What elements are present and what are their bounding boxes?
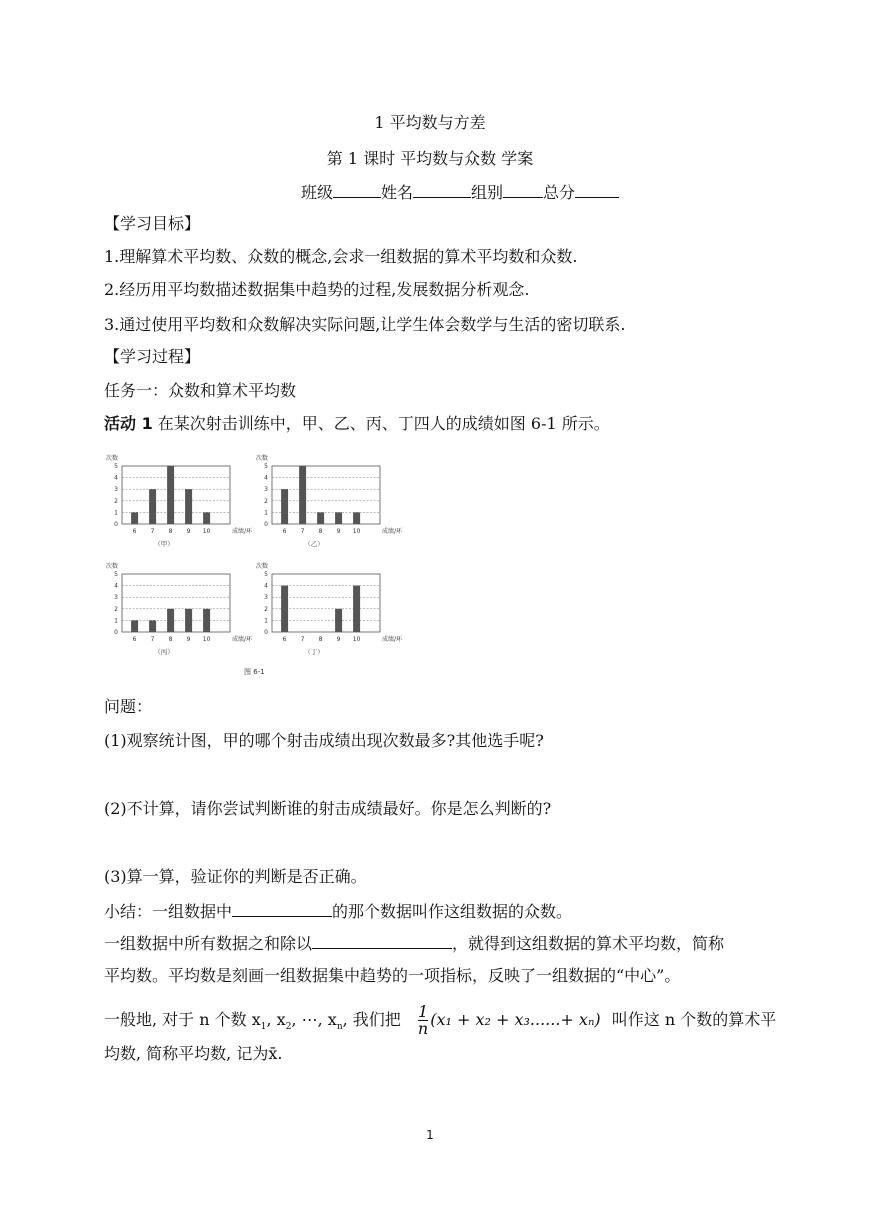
formula-fraction [418, 1004, 428, 1037]
x-axis-label: 成绩/环 [382, 528, 403, 535]
bar [299, 466, 306, 524]
y-tick-label: 0 [114, 629, 118, 636]
class-blank[interactable] [333, 181, 381, 198]
plot-frame [272, 574, 380, 632]
x-tick-label: 6 [132, 636, 137, 643]
x-tick-label: 7 [150, 528, 155, 535]
x-tick-label: 6 [132, 528, 137, 535]
y-tick-label: 3 [114, 594, 118, 602]
plot-frame [122, 574, 230, 632]
bar [185, 609, 192, 632]
activity-label: 活动 1 [104, 414, 153, 433]
summary-text: ，就得到这组数据的算术平均数，简称 [452, 934, 725, 953]
formula-denominator: n [417, 1019, 429, 1038]
x-tick-label: 7 [300, 636, 305, 643]
x-tick-label: 10 [202, 636, 211, 643]
x-tick-label: 7 [300, 528, 305, 535]
bar [167, 466, 174, 524]
summary-text: , 我们把 [342, 1010, 401, 1029]
y-tick-label: 4 [264, 582, 268, 590]
x-tick-label: 8 [318, 528, 323, 535]
chart-1 [106, 454, 253, 548]
y-tick-label: 1 [114, 617, 118, 625]
summary-mode-definition [104, 900, 572, 923]
bar [131, 620, 138, 632]
y-tick-label: 4 [264, 474, 268, 482]
y-axis-label: 次数 [106, 563, 119, 570]
plot-frame [272, 466, 380, 524]
x-tick-label: 10 [202, 528, 211, 535]
summary-mean-role: 平均数。平均数是刻画一组数据集中趋势的一项指标，反映了一组数据的“中心”。 [104, 966, 681, 985]
score-blank[interactable] [575, 181, 619, 198]
bar [281, 586, 288, 632]
x-tick-label: 9 [186, 528, 191, 535]
page-number: 1 [426, 1128, 434, 1142]
bar [149, 489, 156, 524]
plot-frame [122, 466, 230, 524]
bar [353, 512, 360, 524]
question-1: (1)观察统计图，甲的哪个射击成绩出现次数最多?其他选手呢? [104, 731, 544, 750]
mean-blank[interactable] [312, 932, 452, 949]
student-info-line [30, 180, 890, 203]
x-tick-label: 8 [318, 636, 323, 643]
name-blank[interactable] [413, 181, 471, 198]
questions-heading: 问题： [104, 697, 153, 716]
x-tick-label: 7 [150, 636, 155, 643]
formula-numerator: 1 [417, 1002, 429, 1021]
question-2: (2)不计算，请你尝试判断谁的射击成绩最好。你是怎么判断的? [104, 799, 552, 818]
y-tick-label: 5 [264, 463, 268, 470]
chart-title: （甲） [154, 540, 174, 548]
chart-3 [106, 562, 253, 656]
bar [185, 489, 192, 524]
y-tick-label: 2 [264, 605, 268, 613]
y-tick-label: 3 [264, 594, 268, 602]
y-tick-label: 0 [114, 521, 118, 528]
chart-title: （丁） [304, 648, 324, 656]
bar [335, 609, 342, 632]
activity-1 [104, 413, 610, 435]
x-tick-label: 8 [168, 528, 173, 535]
x-tick-label: 8 [168, 636, 173, 643]
y-tick-label: 5 [114, 463, 118, 470]
y-tick-label: 1 [264, 617, 268, 625]
group-label: 组别 [471, 183, 504, 202]
x-axis-label: 成绩/环 [382, 636, 403, 643]
bar [167, 609, 174, 632]
objective-item-1: 1.理解算术平均数、众数的概念,会求一组数据的算术平均数和众数. [104, 247, 578, 266]
y-tick-label: 2 [264, 497, 268, 505]
lesson-title: 1 平均数与方差 [374, 113, 486, 132]
objective-item-3: 3.通过使用平均数和众数解决实际问题,让学生体会数学与生活的密切联系. [104, 315, 626, 334]
name-label: 姓名 [380, 183, 413, 202]
x-tick-label: 10 [352, 636, 361, 643]
x-tick-label: 9 [186, 636, 191, 643]
chart-4 [256, 562, 403, 656]
y-tick-label: 5 [114, 571, 118, 578]
summary-text: 一组数据中所有数据之和除以 [104, 934, 313, 953]
summary-mean-definition [104, 932, 724, 955]
x-tick-label: 6 [282, 636, 287, 643]
y-tick-label: 0 [264, 521, 268, 528]
y-tick-label: 5 [264, 571, 268, 578]
summary-formula-line: 一般地, 对于 n 个数 $x_1$, $x_2$, ⋯, $x_n$, 我们把 $\frac{1}{n}$ (x₁ + x₂ + x₃......+ xₙ) 叫作这 n 个数的算术平 [104, 1002, 777, 1038]
y-tick-label: 4 [114, 474, 118, 482]
x-tick-label: 6 [282, 528, 287, 535]
y-tick-label: 3 [114, 486, 118, 494]
y-tick-label: 1 [114, 509, 118, 517]
group-blank[interactable] [503, 181, 543, 198]
x-tick-label: 9 [336, 636, 341, 643]
question-3: (3)算一算，验证你的判断是否正确。 [104, 867, 367, 886]
chart-2 [256, 454, 403, 548]
y-tick-label: 3 [264, 486, 268, 494]
objective-item-2: 2.经历用平均数描述数据集中趋势的过程,发展数据分析观念. [104, 280, 530, 299]
bar [281, 489, 288, 524]
chart-title: （丙） [154, 648, 174, 656]
bar [335, 512, 342, 524]
process-heading: 【学习过程】 [104, 347, 201, 366]
score-label: 总分 [543, 183, 576, 202]
x-axis-label: 成绩/环 [232, 528, 253, 535]
bar [203, 609, 210, 632]
y-axis-label: 次数 [256, 563, 269, 570]
y-axis-label: 次数 [106, 455, 119, 462]
session-title: 第 1 课时 平均数与众数 学案 [326, 149, 534, 168]
bar [353, 586, 360, 632]
mode-blank[interactable] [232, 900, 332, 917]
y-axis-label: 次数 [256, 455, 269, 462]
y-tick-label: 0 [264, 629, 268, 636]
summary-text: 叫作这 n 个数的算术平 [611, 1010, 777, 1029]
x-axis-label: 成绩/环 [232, 636, 253, 643]
activity-text: 在某次射击训练中，甲、乙、丙、丁四人的成绩如图 6-1 所示。 [152, 414, 610, 433]
bar [131, 512, 138, 524]
summary-mean-notation: 均数, 简称平均数, 记为x̄. [104, 1044, 283, 1063]
figure-6-1 [104, 450, 403, 680]
bar [317, 512, 324, 524]
summary-text: 一般地, 对于 n 个数 x [104, 1010, 261, 1029]
bar [203, 512, 210, 524]
y-tick-label: 4 [114, 582, 118, 590]
bar [149, 620, 156, 632]
formula-body: (x₁ + x₂ + x₃......+ xₙ) [430, 1010, 601, 1029]
chart-title: （乙） [304, 540, 324, 548]
y-tick-label: 1 [264, 509, 268, 517]
task1-title: 任务一：众数和算术平均数 [104, 381, 297, 400]
class-label: 班级 [300, 183, 333, 202]
summary-text: 的那个数据叫作这组数据的众数。 [332, 902, 573, 921]
figure-caption: 图 6-1 [244, 668, 265, 676]
y-tick-label: 2 [114, 605, 118, 613]
x-tick-label: 10 [352, 528, 361, 535]
x-tick-label: 9 [336, 528, 341, 535]
objectives-heading: 【学习目标】 [104, 214, 201, 233]
summary-text: 小结：一组数据中 [104, 902, 233, 921]
y-tick-label: 2 [114, 497, 118, 505]
